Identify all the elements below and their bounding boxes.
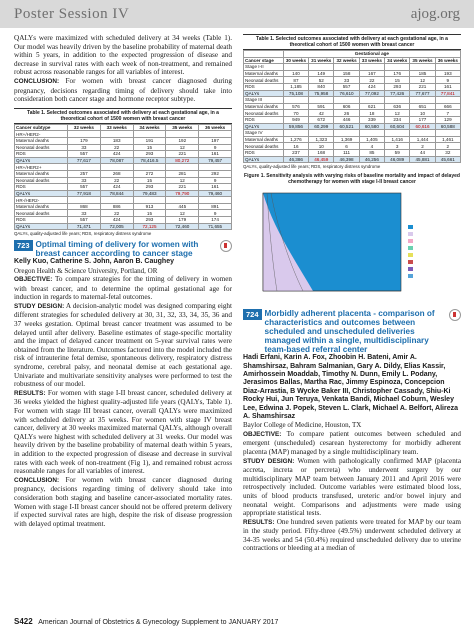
- table-cell: 9: [435, 77, 460, 84]
- table-cell: [199, 164, 232, 171]
- table-cell: 1,461: [435, 136, 460, 143]
- table-1: [14, 108, 232, 237]
- table-cell: 75,108: [283, 90, 308, 97]
- figure-1-legend: [408, 225, 413, 278]
- table-cell: [410, 64, 435, 71]
- table-cell: 868: [68, 203, 101, 210]
- table-header-cell: 35 weeks: [410, 57, 435, 64]
- page-footer: [14, 617, 278, 626]
- table-cell: 77,677: [410, 90, 435, 97]
- table-cell: 22: [100, 144, 133, 151]
- table-cell: [199, 131, 232, 138]
- table-cell: RDS: [15, 184, 68, 191]
- table-cell: 46,459: [309, 156, 334, 163]
- table-cell: [334, 130, 359, 137]
- table-cell: 79,460: [199, 190, 232, 197]
- table-cell: 71,471: [68, 223, 101, 230]
- session-title: Poster Session IV: [14, 6, 130, 22]
- table-cell: 10: [309, 143, 334, 150]
- table-row: [15, 210, 232, 217]
- table-cell: 557: [68, 151, 101, 158]
- table-cell: 557: [334, 83, 359, 90]
- table-cell: 576: [283, 103, 308, 110]
- table-cell: 2: [410, 143, 435, 150]
- table-cell: Stage IV: [244, 130, 284, 137]
- table-cell: 59,856: [283, 123, 308, 130]
- table-cell: QALYs: [244, 123, 284, 130]
- table-cell: 33: [68, 177, 101, 184]
- table-cell: Maternal deaths: [15, 137, 68, 144]
- abstract-723-objective: OBJECTIVE: To compare strategies for the timing of delivery in women with breast cancer, and to determine the optimal gestational age for induction in regards to maternal-fetal outcomes.: [14, 275, 232, 302]
- table-cell: 59: [385, 149, 410, 156]
- table-cell: 72,460: [166, 223, 199, 230]
- table-header-cell: 32 weeks: [334, 57, 359, 64]
- table-cell: 60,616: [410, 123, 435, 130]
- table-row: [15, 137, 232, 144]
- table-cell: [166, 197, 199, 204]
- table-cell: 672: [309, 116, 334, 123]
- table-cell: 424: [100, 184, 133, 191]
- table-cell: [100, 131, 133, 138]
- right-column: [243, 34, 461, 553]
- table-cell: QALYs: [15, 157, 68, 164]
- table-header-cell: 34 weeks: [133, 124, 166, 131]
- table-cell: 174: [199, 217, 232, 224]
- table-header-cell: Cancer stage: [244, 57, 284, 64]
- table-row: [15, 184, 232, 191]
- table-cell: 77,918: [68, 190, 101, 197]
- table-cell: [334, 64, 359, 71]
- table-cell: 45,881: [410, 156, 435, 163]
- table-cell: 636: [385, 103, 410, 110]
- table-cell: 12: [410, 77, 435, 84]
- table-cell: [410, 97, 435, 104]
- table-cell: 22: [359, 77, 384, 84]
- table-cell: 1,405: [359, 136, 384, 143]
- table-cell: 79,790: [166, 190, 199, 197]
- table-cell: 15: [133, 210, 166, 217]
- table-cell: 26: [334, 110, 359, 117]
- table-cell: 179: [68, 137, 101, 144]
- table-header-cell: 31 weeks: [309, 57, 334, 64]
- table-cell: 78,844: [100, 190, 133, 197]
- table-row: [244, 130, 461, 137]
- table-2-footnote: QALYs, quality-adjusted life years; RDS, respiratory distress syndrome: [243, 164, 381, 170]
- table-cell: 60,521: [334, 123, 359, 130]
- table-cell: RDS: [244, 116, 284, 123]
- table-cell: 424: [100, 217, 133, 224]
- abstract-723-design: STUDY DESIGN: A decision-analytic model was designed comparing eight different strategies for scheduled delivery at 30, 31, 32, 33, 34, 35, 36 and 37 weeks gestation. Optimal breast cancer treatment was assumed to be delayed until after delivery. Baseline estimates of stage-specific mortality and the impact of delayed cancer treatment on 5-year survival rates were obtained from the literature. Outcomes factored into the model included the risk of intrauterine fetal demise, spontaneous delivery, respiratory distress syndrome, cerebral palsy, and neonatal demise at each gestational age. Univariate and multivariate sensitivity analyses were performed to test the robustness of our model.: [14, 301, 233, 389]
- table-cell: [359, 130, 384, 137]
- table-cell: 77,426: [385, 90, 410, 97]
- table-cell: Neonatal deaths: [244, 110, 284, 117]
- table-cell: 191: [133, 137, 166, 144]
- table-cell: 46,089: [385, 156, 410, 163]
- table-cell: 15: [133, 177, 166, 184]
- table-row: [15, 144, 232, 151]
- table-row: [15, 217, 232, 224]
- table-cell: RDS: [244, 149, 284, 156]
- table-cell: RDS: [15, 217, 68, 224]
- table-cell: [100, 197, 133, 204]
- table-cell: 22: [100, 210, 133, 217]
- table-cell: Stage I-II: [244, 64, 284, 71]
- table-cell: 424: [100, 151, 133, 158]
- table-header-cell: 36 weeks: [435, 57, 460, 64]
- table-cell: 221: [410, 83, 435, 90]
- table-header-cell: 32 weeks: [68, 124, 101, 131]
- abstract-723-authors: Kelly Kuo, Catherine S. John, Aaron B. Caughey: [14, 258, 174, 266]
- table-row: [244, 156, 461, 163]
- table-cell: 72,005: [100, 223, 133, 230]
- table-cell: [309, 130, 334, 137]
- journal-name: American Journal of Obstetrics & Gynecology Supplement to JANUARY 2017: [38, 619, 279, 626]
- table-cell: 12: [166, 210, 199, 217]
- table-2-group-label: Gestational age: [283, 51, 460, 58]
- table-cell: 158: [334, 70, 359, 77]
- abstract-723-title: Optimal timing of delivery for women with breast cancer according to cancer stage: [35, 240, 199, 259]
- table-cell: [133, 164, 166, 171]
- figure-1-plot: [243, 187, 461, 305]
- table-cell: 72,125: [133, 223, 166, 230]
- table-cell: 1,444: [410, 136, 435, 143]
- table-cell: 45,661: [435, 156, 460, 163]
- table-cell: 293: [133, 217, 166, 224]
- table-cell: 12: [166, 177, 199, 184]
- table-cell: 77,617: [68, 157, 101, 164]
- abstract-724-authors: Hadi Erfani, Karin A. Fox, Zhoobin H. Bateni, Amir A. Shamshirsaz, Bahram Salmanian, Gary A. Dildy, Elias Kassir, Amirhossein Moaddab, Timothy N. Dunn, Emily L. Podany, Jerasimos Ballas, Martha Rac, Jimmy Espinoza, Concepcion Diaz-Arrastia, B Wycke Baker III, Christopher Cassady, Shiu-Ki Rocky Hui, Jun Teruya, Venkata Bandi, Michael Coburn, Wesley Lee, Edwina J. Popek, Steven L. Clark, Michael A. Belfort, Alireza A. Shamshirsaz: [243, 354, 458, 420]
- table-cell: 176: [385, 70, 410, 77]
- abstract-724-header: [243, 309, 461, 354]
- table-header-cell: 35 weeks: [166, 124, 199, 131]
- table-1-grid: [14, 124, 232, 231]
- table-cell: 46,398: [334, 156, 359, 163]
- abstract-724-title: Morbidly adherent placenta - comparison of characteristics and outcomes between scheduled and unscheduled deliveries managed within a single, multidisciplinary team-based referral center: [264, 309, 435, 355]
- table-header-cell: 30 weeks: [283, 57, 308, 64]
- table-cell: 52: [309, 77, 334, 84]
- table-cell: 192: [166, 137, 199, 144]
- table-cell: 221: [166, 184, 199, 191]
- table-cell: 33: [68, 144, 101, 151]
- intro-conclusion: CONCLUSION: For women with breast cancer diagnosed during pregnancy, decisions regarding timing of delivery should take into consideration both cancer stage and hormone receptor subtype.: [14, 76, 232, 104]
- table-cell: [166, 131, 199, 138]
- table-cell: [359, 64, 384, 71]
- table-cell: 221: [166, 151, 199, 158]
- table-cell: 9: [199, 144, 232, 151]
- table-cell: Maternal deaths: [244, 136, 284, 143]
- table-2-grid: [243, 50, 461, 163]
- table-row: [244, 90, 461, 97]
- table-cell: 77,092: [359, 90, 384, 97]
- table-cell: Maternal deaths: [15, 203, 68, 210]
- abstract-724-affiliation: Baylor College of Medicine, Houston, TX: [243, 421, 362, 430]
- table-cell: 293: [385, 83, 410, 90]
- table-cell: [385, 97, 410, 104]
- table-cell: [166, 164, 199, 171]
- table-cell: Neonatal deaths: [244, 143, 284, 150]
- table-cell: 44: [410, 149, 435, 156]
- table-row: [244, 136, 461, 143]
- table-cell: 293: [133, 151, 166, 158]
- table-cell: [133, 131, 166, 138]
- table-cell: [385, 130, 410, 137]
- table-cell: Neonatal deaths: [15, 144, 68, 151]
- table-cell: [309, 97, 334, 104]
- table-cell: 177: [410, 116, 435, 123]
- table-cell: 161: [199, 184, 232, 191]
- table-cell: 185: [410, 70, 435, 77]
- table-cell: 193: [435, 70, 460, 77]
- table-cell: RDS: [15, 151, 68, 158]
- table-cell: 168: [309, 149, 334, 156]
- table-cell: 234: [385, 116, 410, 123]
- table-1-title: Table 1. Selected outcomes associated with delivery at each gestational age, in a theoretical cohort of 1500 women with breast cancer: [14, 108, 232, 124]
- table-cell: 1,276: [283, 136, 308, 143]
- table-cell: 621: [359, 103, 384, 110]
- table-cell: 111: [334, 149, 359, 156]
- table-cell: HR+/HER2+: [15, 164, 68, 171]
- table-cell: 913: [133, 203, 166, 210]
- table-header-cell: 33 weeks: [100, 124, 133, 131]
- table-cell: 12: [166, 144, 199, 151]
- table-cell: 446: [334, 116, 359, 123]
- table-row: [15, 203, 232, 210]
- table-cell: 557: [68, 217, 101, 224]
- figure-1-title: Figure 1. Sensitivity analysis with varying risks of baseline mortality and impact of delayed chemotherapy for women with stage I-II breast cancer: [244, 173, 460, 186]
- table-cell: [283, 130, 308, 137]
- table-cell: 424: [359, 83, 384, 90]
- table-cell: 6: [334, 143, 359, 150]
- table-cell: 78,416.5: [133, 157, 166, 164]
- table-cell: 16: [283, 143, 308, 150]
- table-cell: 60,580: [359, 123, 384, 130]
- table-cell: [334, 97, 359, 104]
- table-cell: 606: [334, 103, 359, 110]
- figure-1: [243, 187, 461, 305]
- table-cell: [283, 64, 308, 71]
- journal-site: ajog.org: [410, 6, 460, 22]
- table-cell: RDS: [244, 83, 284, 90]
- crossmark-icon[interactable]: [449, 309, 461, 321]
- table-row: [15, 157, 232, 164]
- table-cell: 33: [334, 77, 359, 84]
- table-cell: Neonatal deaths: [244, 77, 284, 84]
- table-cell: 2: [435, 143, 460, 150]
- table-header-cell: Cancer subtype: [15, 124, 68, 131]
- abstract-724-design: STUDY DESIGN: Women with pathologically confirmed MAP (placenta accreta, increta or percreta) who underwent surgery by our multidisciplinary MAP team between January 2011 and April 2016 were retrospectively included. Outcome variables were estimated blood loss, units of blood products transfused, ureteric and/or bowel injury and neonatal weight. Comparisons and adjustments were made using appropriate statistical tests.: [243, 456, 462, 518]
- table-header-cell: 36 weeks: [199, 124, 232, 131]
- table-cell: 71,655: [199, 223, 232, 230]
- table-cell: 3: [385, 143, 410, 150]
- table-cell: [359, 97, 384, 104]
- table-cell: 272: [133, 170, 166, 177]
- table-row: [15, 223, 232, 230]
- abstract-723-affiliation: Oregon Health & Science University, Portland, OR: [14, 266, 158, 275]
- table-cell: [435, 97, 460, 104]
- table-row: [244, 64, 461, 71]
- table-cell: 161: [435, 83, 460, 90]
- table-row: [15, 177, 232, 184]
- table-header-cell: 34 weeks: [385, 57, 410, 64]
- table-cell: 60,604: [385, 123, 410, 130]
- table-row: [244, 97, 461, 104]
- table-cell: 75,958: [309, 90, 334, 97]
- table-cell: 22: [100, 177, 133, 184]
- table-row: [15, 164, 232, 171]
- table-cell: 7: [435, 110, 460, 117]
- table-row: [15, 131, 232, 138]
- table-row: [244, 149, 461, 156]
- table-cell: 15: [133, 144, 166, 151]
- table-cell: 179: [166, 217, 199, 224]
- table-cell: 80,272: [166, 157, 199, 164]
- table-cell: Stage III: [244, 97, 284, 104]
- table-cell: Maternal deaths: [244, 70, 284, 77]
- table-cell: 445: [166, 203, 199, 210]
- table-cell: 591: [309, 103, 334, 110]
- table-cell: 1,369: [334, 136, 359, 143]
- table-cell: 79,457: [199, 157, 232, 164]
- abstract-723-results: RESULTS: For women with stage I-II breast cancer, scheduled delivery at 36 weeks yielded the highest quality-adjusted life years (QALYs, Table 1). For women with stage III breast cancer, overall QALYs were maximized with scheduled delivery at 35 weeks. For women with stage IV breast cancer, delivery at 30 weeks maximized maternal QALYs, although overall QALYs were highest with scheduled delivery at 31 weeks. Our model was heavily driven by the baseline probability of maternal death within 5 years, in addition to the expected progression of disease and decrease in survival rates with each week of non-treatment (Fig 1), and remained robust across reasonable ranges for all variables of interest.: [14, 388, 232, 476]
- table-cell: 268: [100, 170, 133, 177]
- table-cell: 77,841: [435, 90, 460, 97]
- table-cell: [410, 130, 435, 137]
- table-cell: 9: [199, 177, 232, 184]
- table-cell: 87: [283, 77, 308, 84]
- table-cell: 886: [100, 203, 133, 210]
- table-cell: [309, 64, 334, 71]
- table-cell: 197: [199, 137, 232, 144]
- table-header-cell: 33 weeks: [359, 57, 384, 64]
- table-row: [244, 123, 461, 130]
- table-cell: 183: [100, 137, 133, 144]
- table-cell: 76,610: [334, 90, 359, 97]
- table-row: [15, 151, 232, 158]
- table-cell: 32: [435, 149, 460, 156]
- abstract-724-number: 724: [243, 309, 262, 320]
- table-cell: 15: [385, 77, 410, 84]
- table-cell: 293: [133, 184, 166, 191]
- table-cell: 60,299: [309, 123, 334, 130]
- table-cell: 149: [309, 70, 334, 77]
- table-cell: 891: [199, 203, 232, 210]
- table-cell: [283, 97, 308, 104]
- table-row: [244, 103, 461, 110]
- table-cell: 60,588: [435, 123, 460, 130]
- table-cell: 339: [359, 116, 384, 123]
- table-cell: Neonatal deaths: [15, 177, 68, 184]
- table-row: [244, 83, 461, 90]
- table-row: [15, 197, 232, 204]
- abstract-723-conclusion: CONCLUSION: For women with breast cancer diagnosed during pregnancy, decisions regarding timing of delivery should take into consideration both staging and baseline cancer-associated mortality rates. Women with stage I-II breast cancer should not be offered preterm delivery if expected survival rates are high, despite the risk of disease progression with delayed optimal treatment.: [14, 475, 232, 528]
- table-cell: 10: [410, 110, 435, 117]
- table-cell: 292: [199, 170, 232, 177]
- table-cell: 9: [199, 210, 232, 217]
- abstract-723-number: 723: [14, 240, 33, 251]
- table-cell: QALYs: [244, 90, 284, 97]
- table-cell: [68, 131, 101, 138]
- crossmark-icon[interactable]: [220, 240, 232, 252]
- table-cell: 281: [166, 170, 199, 177]
- table-row: [244, 143, 461, 150]
- table-cell: [100, 164, 133, 171]
- table-row: [244, 77, 461, 84]
- table-cell: 237: [283, 149, 308, 156]
- table-cell: 257: [68, 170, 101, 177]
- table-cell: 46,386: [283, 156, 308, 163]
- table-cell: [68, 197, 101, 204]
- table-cell: 42: [309, 110, 334, 117]
- table-cell: 666: [435, 103, 460, 110]
- abstract-724-results: RESULTS: One hundred seven patients were treated for MAP by our team in the study period. Fifty-three (49.5%) underwent scheduled delivery at 34-35 weeks and 54 (50.4%) required unscheduled delivery due to uterine contractions or bleeding at a median of: [243, 517, 461, 553]
- table-cell: 79,483: [133, 190, 166, 197]
- page-header: [0, 0, 474, 28]
- table-cell: HR+/HER2-: [15, 131, 68, 138]
- table-cell: QALYs: [15, 190, 68, 197]
- table-cell: 651: [410, 103, 435, 110]
- table-cell: 33: [68, 210, 101, 217]
- abstract-724-objective: OBJECTIVE: To compare patient outcomes between scheduled and emergent (unscheduled) cesarean hysterectomy for morbidly adherent placenta (MAP) managed by a single multidisciplinary team.: [243, 429, 461, 456]
- table-cell: 140: [283, 70, 308, 77]
- table-cell: 18: [359, 110, 384, 117]
- table-cell: 840: [309, 83, 334, 90]
- abstract-723-header: [14, 240, 232, 258]
- table-row: [15, 190, 232, 197]
- table-cell: HR-/HER2-: [15, 197, 68, 204]
- table-cell: [199, 197, 232, 204]
- table-cell: [435, 64, 460, 71]
- table-cell: 161: [199, 151, 232, 158]
- table-cell: 85: [359, 149, 384, 156]
- table-row: [244, 116, 461, 123]
- table-cell: 557: [68, 184, 101, 191]
- table-cell: 1,323: [309, 136, 334, 143]
- table-cell: 78,087: [100, 157, 133, 164]
- table-cell: [133, 197, 166, 204]
- table-cell: 1,185: [283, 83, 308, 90]
- table-cell: [435, 130, 460, 137]
- page-number: S422: [14, 617, 33, 626]
- table-row: [244, 70, 461, 77]
- table-cell: 12: [385, 110, 410, 117]
- table-cell: 70: [283, 110, 308, 117]
- table-cell: [385, 64, 410, 71]
- table-row: [244, 110, 461, 117]
- table-cell: 949: [283, 116, 308, 123]
- table-2: [243, 34, 461, 169]
- intro-paragraph: QALYs were maximized with scheduled delivery at 34 weeks (Table 1). Our model was heavily driven by the baseline probability of maternal death within 5 years, in addition to the expected progression of disease and decrease in survival rates with each week of non-treatment, and remained robust across reasonable ranges for all variables of interest.: [14, 34, 232, 77]
- table-1-footnote: QALYs, quality-adjusted life years; RDS, respiratory distress syndrome: [14, 231, 152, 237]
- table-cell: [68, 164, 101, 171]
- table-cell: 4: [359, 143, 384, 150]
- table-cell: 167: [359, 70, 384, 77]
- table-cell: QALYs: [15, 223, 68, 230]
- table-row: [15, 170, 232, 177]
- table-2-title: Table 1. Selected outcomes associated with delivery at each gestational age, in a theoretical cohort of 1500 women with breast cancer: [243, 34, 461, 50]
- left-column: [14, 34, 232, 528]
- table-cell: QALYs: [244, 156, 284, 163]
- table-cell: Neonatal deaths: [15, 210, 68, 217]
- table-cell: 129: [435, 116, 460, 123]
- table-cell: 1,416: [385, 136, 410, 143]
- table-cell: Maternal deaths: [15, 170, 68, 177]
- table-cell: 46,256: [359, 156, 384, 163]
- table-cell: Maternal deaths: [244, 103, 284, 110]
